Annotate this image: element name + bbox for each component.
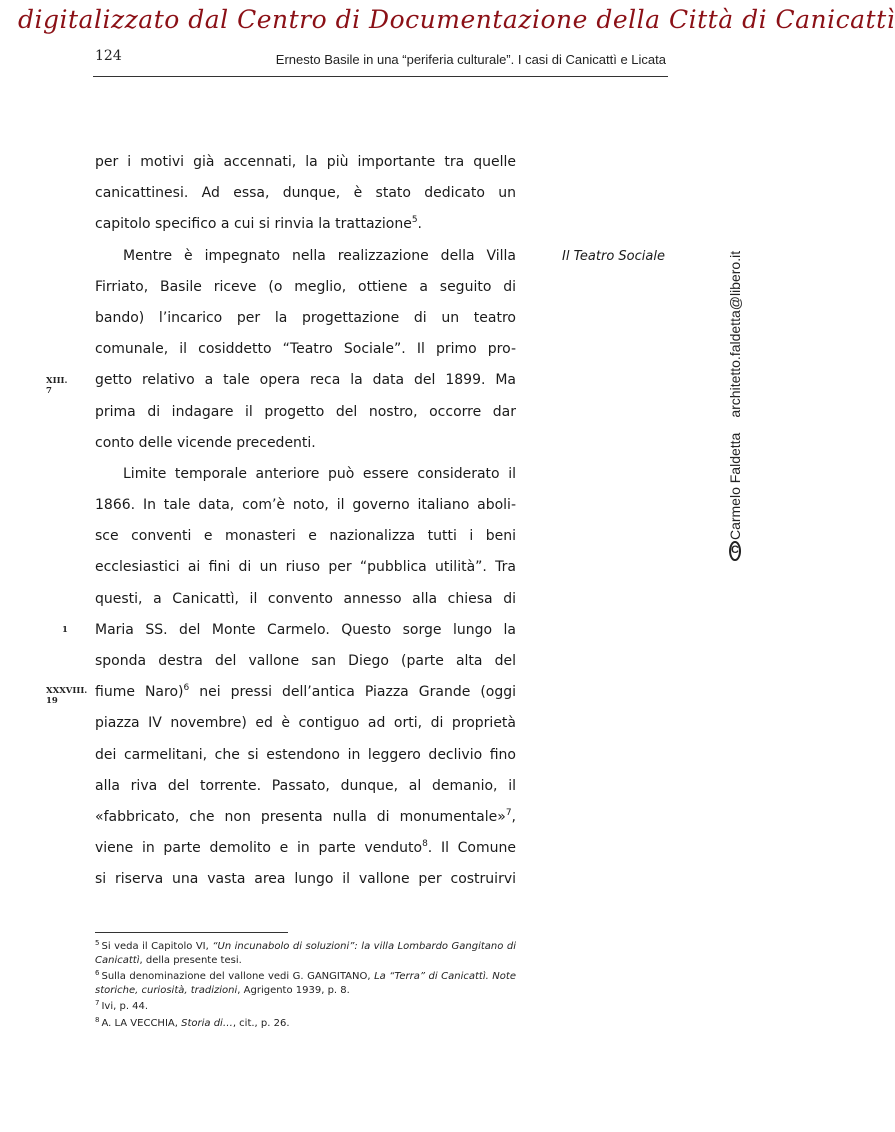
body-line [95, 521, 516, 552]
body-line-text: comunale, il cosiddetto “Teatro Sociale”. Il primo pro- [95, 341, 516, 358]
body-line-text: «fabbricato, che non presenta nulla di monumentale» [95, 808, 506, 825]
body-line-text: canicattinesi. Ad essa, dunque, è stato dedicato un [95, 185, 516, 202]
digitization-banner: digitalizzato dal Centro di Documentazione della Città di Canicattì [18, 5, 895, 34]
body-line [95, 864, 516, 895]
body-line-text: dei carmelitani, che si estendono in leggero declivio fino [95, 746, 516, 763]
body-line-tail: , [511, 808, 516, 825]
footnotes [95, 940, 516, 1033]
margin-note-2 [62, 625, 102, 635]
copyright-icon: C [729, 541, 741, 561]
footnote-text: Ivi, p. 44. [101, 1001, 149, 1012]
body-line [95, 615, 516, 646]
body-line [95, 303, 516, 334]
body-line-text: 1866. In tale data, com’è noto, il governo italiano aboli- [95, 497, 516, 514]
body-line-text: Limite temporale anteriore può essere considerato il [123, 465, 516, 482]
footnote-text: , Agrigento 1939, p. 8. [237, 984, 350, 996]
page-number: 124 [95, 48, 122, 64]
body-line [95, 147, 516, 178]
body-line-text: sce conventi e monasteri e nazionalizza tutti i beni [95, 528, 516, 545]
footnote-mark: 8 [95, 1015, 100, 1024]
margin-note-line: 7 [46, 386, 52, 396]
footnote [95, 1000, 516, 1014]
body-line-text: getto relativo a tale opera reca la data del 1899. Ma [95, 372, 516, 389]
body-line-text: prima di indagare il progetto del nostro, occorre dar [95, 403, 516, 420]
body-line-tail: . Il Comune [427, 840, 516, 857]
footnote-mark: 6 [95, 969, 100, 977]
footnote-ref: 6 [183, 683, 190, 694]
margin-note-line: XXXVIII. [46, 686, 88, 696]
body-line [95, 740, 516, 771]
body-line-text: bando) l’incarico per la progettazione di un teatro [95, 309, 516, 326]
footnote-text: , della presente tesi. [139, 954, 242, 966]
footnote-ref: 5 [411, 215, 418, 226]
body-line [95, 646, 516, 677]
body-line-text: alla riva del torrente. Passato, dunque, al demanio, il [95, 777, 516, 794]
footnote-mark: 7 [95, 999, 100, 1007]
body-line [95, 272, 516, 303]
body-line [95, 428, 516, 459]
footnote-text: Sulla denominazione del vallone vedi G. GANGITANO, [101, 971, 375, 982]
body-line [95, 584, 516, 615]
body-line-text: per i motivi già accennati, la più importante tra quelle [95, 154, 516, 170]
footnote-text: “Un incunabolo di soluzioni”: la villa Lombardo Gangitano di Canicattì [95, 941, 517, 966]
body-line-text: si riserva una vasta area lungo il vallone per costruirvi [95, 871, 516, 888]
body-line-text: Mentre è impegnato nella realizzazione della Villa [123, 247, 516, 264]
body-line [95, 708, 516, 739]
margin-aside-title: Il Teatro Sociale [562, 249, 665, 264]
margin-note-line: 1 [62, 625, 68, 635]
body-line [95, 334, 516, 365]
footnote [95, 1017, 516, 1031]
footnote-text: , cit., p. 26. [232, 1017, 290, 1029]
footnote-ref: 8 [422, 839, 428, 850]
footnote-text: Storia di… [181, 1017, 233, 1029]
body-line-text: viene in parte demolito e in parte venduto [95, 840, 423, 857]
credit-email: architetto.faldetta@libero.it [727, 250, 743, 418]
body-line [95, 241, 516, 272]
body-line-text: fiume Naro) [95, 684, 184, 701]
footnote-text: La “Terra” di Canicattì. Note storiche, curiosità, tradizioni [95, 971, 516, 996]
body-line [95, 178, 516, 209]
margin-note-line: XIII. [46, 376, 68, 386]
footnote-text: A. LA VECCHIA, [101, 1017, 182, 1029]
body-line [95, 397, 516, 428]
margin-note-1 [46, 376, 86, 396]
body-line [95, 802, 516, 833]
body-line [95, 459, 516, 490]
footnote-text: Si veda il Capitolo VI, [101, 941, 213, 952]
body-line-text: piazza IV novembre) ed è contiguo ad orti, di proprietà [95, 715, 516, 732]
credit-name: Carmelo Faldetta [727, 432, 743, 541]
body-text [95, 147, 516, 896]
body-line [95, 677, 516, 708]
body-line-tail: . [417, 216, 422, 233]
body-line-text: ecclesiastici ai fini di un riuso per “pubblica utilità”. Tra [95, 559, 516, 576]
body-line [95, 209, 516, 240]
body-line-text: sponda destra del vallone san Diego (parte alta del [95, 653, 516, 669]
margin-note-line: 19 [46, 696, 58, 706]
body-line-text: questi, a Canicattì, il convento annesso alla chiesa di [95, 590, 516, 607]
footnote-mark: 5 [95, 939, 100, 947]
body-line-text: capitolo specifico a cui si rinvia la trattazione [95, 216, 412, 233]
footnote-ref: 7 [505, 807, 512, 818]
body-line-text: Firriato, Basile riceve (o meglio, ottiene a seguito di [95, 278, 516, 295]
body-line-text: Maria SS. del Monte Carmelo. Questo sorge lungo la [95, 621, 516, 638]
footnote [95, 970, 516, 997]
body-line [95, 833, 516, 864]
body-line-text: conto delle vicende precedenti. [95, 434, 316, 451]
body-line [95, 365, 516, 396]
margin-note-3 [46, 686, 86, 706]
body-line [95, 490, 516, 521]
footnote [95, 940, 516, 967]
footnote-rule [95, 932, 288, 933]
body-line [95, 552, 516, 583]
vertical-credit [723, 250, 747, 557]
running-title: Ernesto Basile in una “periferia culturale”. I casi di Canicattì e Licata [275, 52, 666, 67]
body-line-tail: nei pressi dell’antica Piazza Grande (oggi [189, 684, 517, 701]
header-rule [93, 76, 668, 77]
body-line [95, 771, 516, 802]
